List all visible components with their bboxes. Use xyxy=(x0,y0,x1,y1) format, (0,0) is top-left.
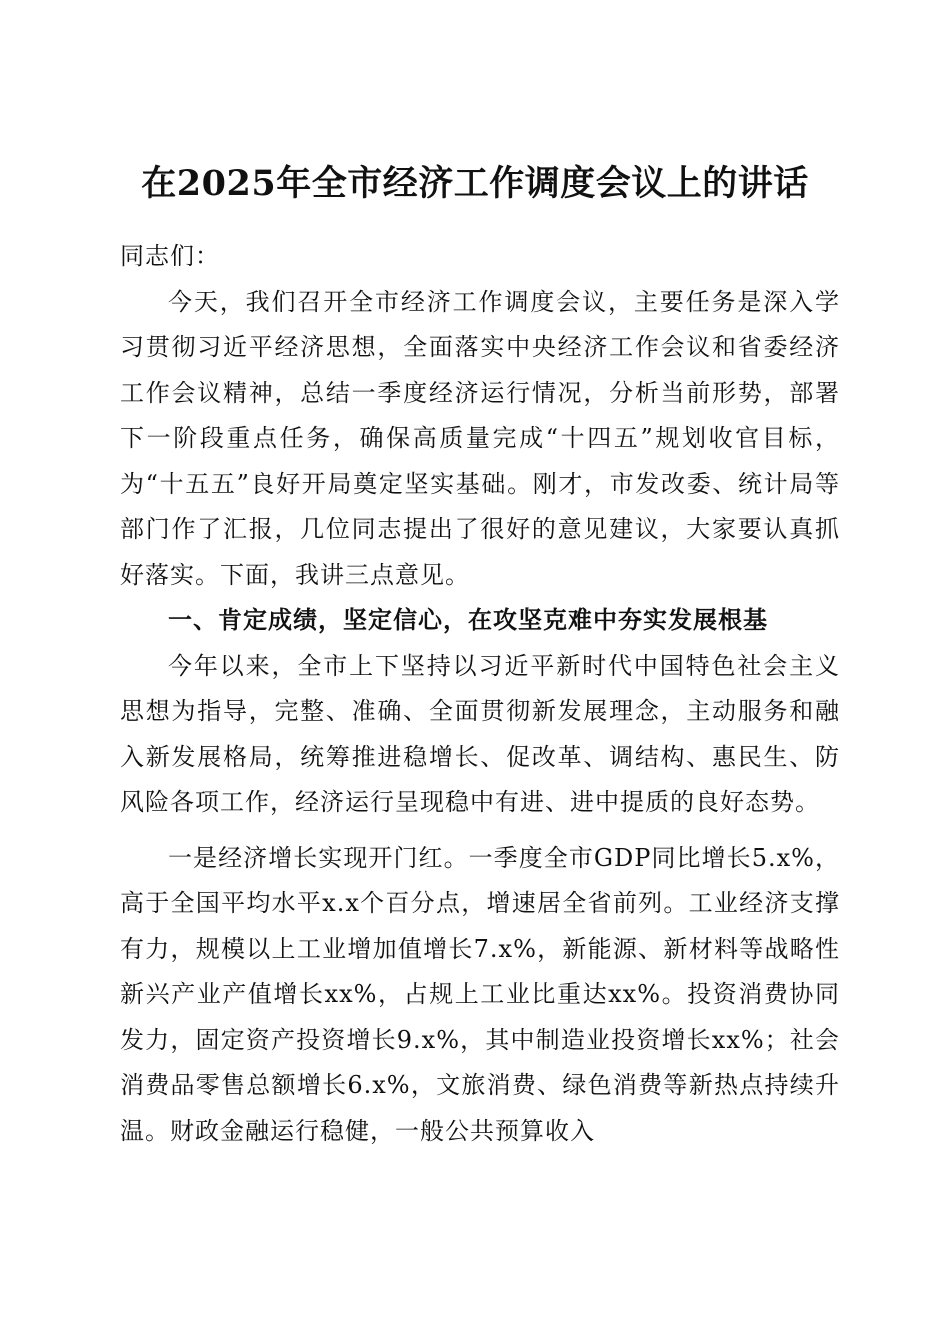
section-paragraph: 一是经济增长实现开门红。一季度全市GDP同比增长5.x%，高于全国平均水平x.x个百分点，增速居全省前列。工业经济支撑有力，规模以上工业增加值增长7.x%，新能源、新材料等战略性新兴产业产值增长xx%，占规上工业比重达xx%。投资消费协同发力，固定资产投资增长9.x%，其中制造业投资增长xx%；社会消费品零售总额增长6.x%，文旅消费、绿色消费等新热点持续升温。财政金融运行稳健，一般公共预算收入 xyxy=(120,843,840,1145)
opening-paragraph: 今天，我们召开全市经济工作调度会议，主要任务是深入学习贯彻习近平经济思想，全面落实中央经济工作会议和省委经济工作会议精神，总结一季度经济运行情况，分析当前形势，部署下一阶段重点任务，确保高质量完成“十四五”规划收官目标，为“十五五”良好开局奠定坚实基础。刚才，市发改委、统计局等部门作了汇报，几位同志提出了很好的意见建议，大家要认真抓好落实。下面，我讲三点意见。 xyxy=(120,287,840,589)
section-heading: 一、肯定成绩，坚定信心，在攻坚克难中夯实发展根基 xyxy=(168,606,768,634)
salutation: 同志们： xyxy=(120,242,220,270)
document-title: 在2025年全市经济工作调度会议上的讲话 xyxy=(141,163,809,205)
document-body xyxy=(120,234,840,1154)
section-paragraph: 今年以来，全市上下坚持以习近平新时代中国特色社会主义思想为指导，完整、准确、全面贯彻新发展理念，主动服务和融入新发展格局，统筹推进稳增长、促改革、调结构、惠民生、防风险各项工作，经济运行呈现稳中有进、进中提质的良好态势。 xyxy=(120,651,840,816)
